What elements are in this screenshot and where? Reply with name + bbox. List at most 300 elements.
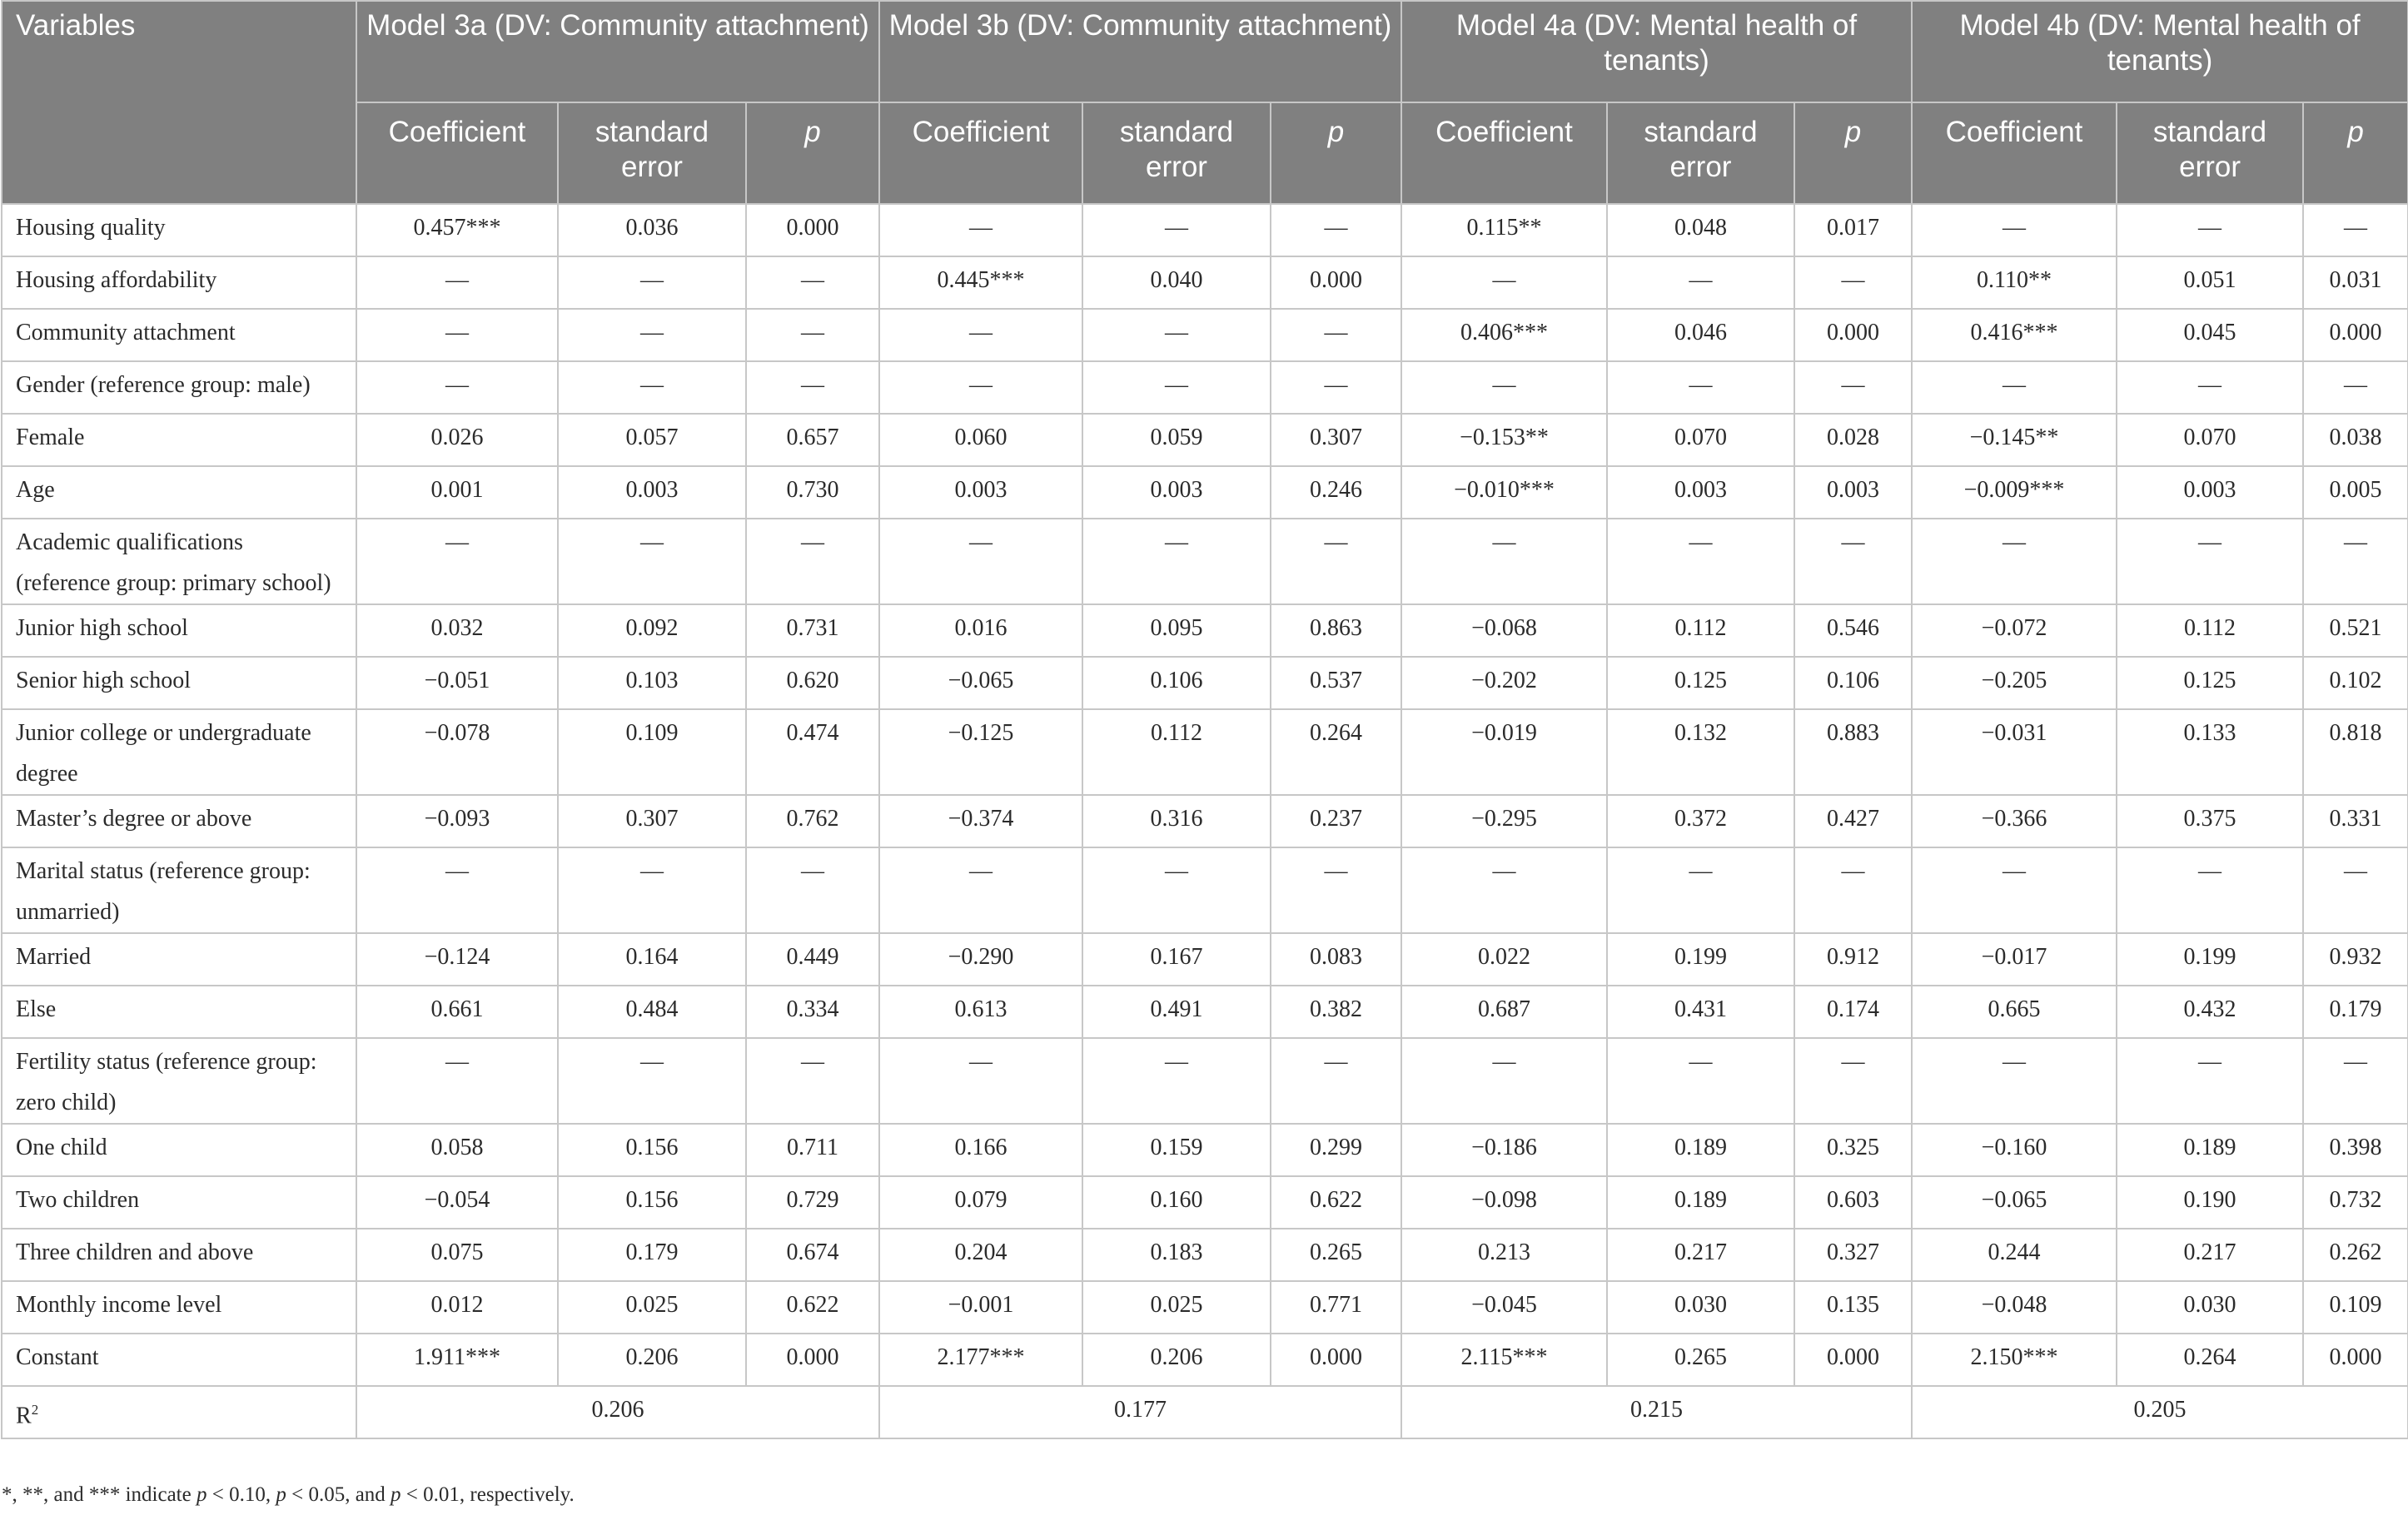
- subheader-standard-error: standard error: [1082, 102, 1271, 204]
- cell-model-1-standard-error: —: [558, 1038, 746, 1124]
- cell-model-4-coefficient: 0.665: [1912, 986, 2117, 1038]
- cell-model-2-coefficient: −0.125: [879, 709, 1082, 795]
- cell-model-2-standard-error: —: [1082, 204, 1271, 256]
- cell-model-4-standard-error: —: [2117, 847, 2303, 933]
- footnote-p-2: p: [276, 1483, 286, 1506]
- table-row: [2, 1281, 2408, 1334]
- footnote-text-1: *, **, and *** indicate: [2, 1483, 197, 1506]
- footnote-text-4: < 0.01, respectively.: [401, 1483, 575, 1506]
- header-model-4a: Model 4a (DV: Mental health of tenants): [1401, 1, 1912, 102]
- header-variables: Variables: [2, 1, 356, 204]
- row-label: Fertility status (reference group: zero child): [2, 1038, 356, 1124]
- cell-model-4-coefficient: −0.065: [1912, 1176, 2117, 1229]
- cell-model-1-standard-error: 0.103: [558, 657, 746, 709]
- header-model-4b: Model 4b (DV: Mental health of tenants): [1912, 1, 2408, 102]
- table-body: [2, 204, 2408, 1438]
- table-row: [2, 1176, 2408, 1229]
- cell-model-1-p-value: —: [746, 1038, 879, 1124]
- cell-model-2-coefficient: 0.613: [879, 986, 1082, 1038]
- row-label: Age: [2, 466, 356, 519]
- cell-model-1-coefficient: —: [356, 361, 558, 414]
- cell-model-2-standard-error: —: [1082, 361, 1271, 414]
- cell-model-3-standard-error: —: [1607, 361, 1794, 414]
- footnote-p-1: p: [196, 1483, 207, 1506]
- cell-model-4-standard-error: 0.003: [2117, 466, 2303, 519]
- cell-model-3-standard-error: 0.199: [1607, 933, 1794, 986]
- cell-model-3-p-value: —: [1794, 1038, 1912, 1124]
- table-header: [2, 1, 2408, 204]
- cell-model-1-standard-error: —: [558, 256, 746, 309]
- cell-model-2-p-value: 0.771: [1271, 1281, 1401, 1334]
- cell-model-1-p-value: 0.474: [746, 709, 879, 795]
- cell-model-3-p-value: —: [1794, 519, 1912, 604]
- cell-model-3-p-value: 0.003: [1794, 466, 1912, 519]
- cell-model-1-p-value: 0.000: [746, 1334, 879, 1386]
- cell-model-4-p-value: 0.521: [2303, 604, 2408, 657]
- cell-model-4-coefficient: 0.416***: [1912, 309, 2117, 361]
- cell-model-3-coefficient: —: [1401, 847, 1607, 933]
- cell-model-4-coefficient: 2.150***: [1912, 1334, 2117, 1386]
- cell-model-2-p-value: 0.000: [1271, 1334, 1401, 1386]
- cell-model-4-coefficient: −0.160: [1912, 1124, 2117, 1176]
- cell-model-3-standard-error: 0.048: [1607, 204, 1794, 256]
- subheader-standard-error: standard error: [2117, 102, 2303, 204]
- cell-model-1-coefficient: −0.124: [356, 933, 558, 986]
- cell-model-1-p-value: 0.334: [746, 986, 879, 1038]
- table-row: [2, 466, 2408, 519]
- header-model-3a: Model 3a (DV: Community attachment): [356, 1, 879, 102]
- cell-model-3-coefficient: −0.045: [1401, 1281, 1607, 1334]
- row-label: One child: [2, 1124, 356, 1176]
- cell-model-4-p-value: 0.932: [2303, 933, 2408, 986]
- cell-model-3-p-value: 0.603: [1794, 1176, 1912, 1229]
- cell-model-3-standard-error: 0.132: [1607, 709, 1794, 795]
- cell-model-3-coefficient: −0.186: [1401, 1124, 1607, 1176]
- cell-model-1-standard-error: 0.036: [558, 204, 746, 256]
- cell-model-1-p-value: 0.620: [746, 657, 879, 709]
- cell-model-1-p-value: —: [746, 847, 879, 933]
- cell-model-2-standard-error: 0.112: [1082, 709, 1271, 795]
- cell-model-1-standard-error: —: [558, 309, 746, 361]
- cell-model-4-p-value: 0.262: [2303, 1229, 2408, 1281]
- cell-model-1-p-value: 0.657: [746, 414, 879, 466]
- cell-model-2-p-value: 0.382: [1271, 986, 1401, 1038]
- cell-model-3-standard-error: 0.189: [1607, 1124, 1794, 1176]
- cell-model-2-coefficient: 0.003: [879, 466, 1082, 519]
- r2-value-model-4: 0.205: [1912, 1386, 2408, 1438]
- row-label: Two children: [2, 1176, 356, 1229]
- cell-model-1-coefficient: −0.054: [356, 1176, 558, 1229]
- cell-model-3-p-value: 0.000: [1794, 309, 1912, 361]
- cell-model-1-standard-error: 0.057: [558, 414, 746, 466]
- cell-model-1-standard-error: 0.092: [558, 604, 746, 657]
- cell-model-4-coefficient: —: [1912, 519, 2117, 604]
- footnote-text-3: < 0.05, and: [286, 1483, 391, 1506]
- table-row: [2, 414, 2408, 466]
- cell-model-2-standard-error: 0.491: [1082, 986, 1271, 1038]
- r2-value-model-3: 0.215: [1401, 1386, 1912, 1438]
- cell-model-3-standard-error: 0.046: [1607, 309, 1794, 361]
- cell-model-3-coefficient: 0.213: [1401, 1229, 1607, 1281]
- row-label: Monthly income level: [2, 1281, 356, 1334]
- subheader-p: p: [746, 102, 879, 204]
- cell-model-3-p-value: 0.106: [1794, 657, 1912, 709]
- cell-model-2-standard-error: 0.160: [1082, 1176, 1271, 1229]
- table-row: [2, 1334, 2408, 1386]
- cell-model-1-p-value: —: [746, 519, 879, 604]
- cell-model-1-coefficient: 0.457***: [356, 204, 558, 256]
- cell-model-2-p-value: 0.265: [1271, 1229, 1401, 1281]
- cell-model-1-coefficient: 0.001: [356, 466, 558, 519]
- cell-model-2-standard-error: 0.106: [1082, 657, 1271, 709]
- cell-model-4-p-value: —: [2303, 519, 2408, 604]
- cell-model-2-coefficient: −0.001: [879, 1281, 1082, 1334]
- cell-model-1-p-value: —: [746, 309, 879, 361]
- cell-model-1-standard-error: 0.156: [558, 1176, 746, 1229]
- cell-model-4-coefficient: −0.145**: [1912, 414, 2117, 466]
- cell-model-3-coefficient: —: [1401, 519, 1607, 604]
- cell-model-3-standard-error: 0.372: [1607, 795, 1794, 847]
- subheader-p: p: [2303, 102, 2408, 204]
- cell-model-2-coefficient: —: [879, 204, 1082, 256]
- cell-model-4-p-value: 0.732: [2303, 1176, 2408, 1229]
- cell-model-3-standard-error: 0.189: [1607, 1176, 1794, 1229]
- cell-model-2-standard-error: 0.206: [1082, 1334, 1271, 1386]
- cell-model-1-standard-error: 0.307: [558, 795, 746, 847]
- cell-model-3-p-value: 0.000: [1794, 1334, 1912, 1386]
- cell-model-2-coefficient: —: [879, 361, 1082, 414]
- cell-model-2-coefficient: 0.016: [879, 604, 1082, 657]
- cell-model-3-p-value: 0.028: [1794, 414, 1912, 466]
- cell-model-1-standard-error: 0.484: [558, 986, 746, 1038]
- subheader-standard-error: standard error: [1607, 102, 1794, 204]
- table-row: [2, 709, 2408, 795]
- cell-model-3-standard-error: 0.431: [1607, 986, 1794, 1038]
- row-label: Junior college or undergraduate degree: [2, 709, 356, 795]
- table-footnote: [2, 1483, 575, 1507]
- subheader-p: p: [1794, 102, 1912, 204]
- cell-model-1-coefficient: —: [356, 256, 558, 309]
- cell-model-2-p-value: 0.537: [1271, 657, 1401, 709]
- r2-value-model-2: 0.177: [879, 1386, 1401, 1438]
- cell-model-2-coefficient: 0.166: [879, 1124, 1082, 1176]
- cell-model-4-p-value: 0.398: [2303, 1124, 2408, 1176]
- cell-model-1-coefficient: 0.026: [356, 414, 558, 466]
- cell-model-2-standard-error: 0.159: [1082, 1124, 1271, 1176]
- cell-model-1-standard-error: 0.179: [558, 1229, 746, 1281]
- cell-model-1-standard-error: 0.109: [558, 709, 746, 795]
- cell-model-4-p-value: 0.031: [2303, 256, 2408, 309]
- cell-model-4-coefficient: −0.031: [1912, 709, 2117, 795]
- cell-model-3-p-value: 0.327: [1794, 1229, 1912, 1281]
- cell-model-2-p-value: 0.083: [1271, 933, 1401, 986]
- cell-model-1-p-value: —: [746, 361, 879, 414]
- cell-model-1-p-value: 0.449: [746, 933, 879, 986]
- cell-model-4-standard-error: 0.133: [2117, 709, 2303, 795]
- cell-model-2-p-value: 0.622: [1271, 1176, 1401, 1229]
- cell-model-2-standard-error: 0.040: [1082, 256, 1271, 309]
- table-row: [2, 847, 2408, 933]
- cell-model-4-standard-error: 0.199: [2117, 933, 2303, 986]
- cell-model-1-coefficient: −0.078: [356, 709, 558, 795]
- footnote-text-2: < 0.10,: [206, 1483, 276, 1506]
- cell-model-4-p-value: —: [2303, 847, 2408, 933]
- cell-model-1-standard-error: 0.003: [558, 466, 746, 519]
- cell-model-4-p-value: 0.109: [2303, 1281, 2408, 1334]
- cell-model-4-coefficient: −0.017: [1912, 933, 2117, 986]
- cell-model-2-p-value: 0.307: [1271, 414, 1401, 466]
- cell-model-1-p-value: 0.729: [746, 1176, 879, 1229]
- cell-model-1-standard-error: —: [558, 519, 746, 604]
- cell-model-4-coefficient: −0.366: [1912, 795, 2117, 847]
- cell-model-3-p-value: —: [1794, 847, 1912, 933]
- table-row: [2, 604, 2408, 657]
- row-label: Three children and above: [2, 1229, 356, 1281]
- cell-model-3-p-value: 0.912: [1794, 933, 1912, 986]
- cell-model-2-p-value: —: [1271, 847, 1401, 933]
- cell-model-3-coefficient: —: [1401, 256, 1607, 309]
- table-row: [2, 1229, 2408, 1281]
- r2-value-model-1: 0.206: [356, 1386, 879, 1438]
- cell-model-2-coefficient: —: [879, 1038, 1082, 1124]
- cell-model-3-coefficient: 0.022: [1401, 933, 1607, 986]
- cell-model-3-standard-error: 0.003: [1607, 466, 1794, 519]
- cell-model-4-standard-error: 0.125: [2117, 657, 2303, 709]
- cell-model-2-coefficient: 2.177***: [879, 1334, 1082, 1386]
- row-label: Academic qualifications (reference group: primary school): [2, 519, 356, 604]
- cell-model-4-standard-error: —: [2117, 204, 2303, 256]
- table-row: [2, 361, 2408, 414]
- cell-model-2-standard-error: —: [1082, 519, 1271, 604]
- header-row-models: [2, 1, 2408, 102]
- cell-model-1-coefficient: —: [356, 1038, 558, 1124]
- row-label: Housing quality: [2, 204, 356, 256]
- cell-model-4-standard-error: 0.070: [2117, 414, 2303, 466]
- cell-model-3-coefficient: −0.098: [1401, 1176, 1607, 1229]
- row-label: Community attachment: [2, 309, 356, 361]
- cell-model-4-p-value: 0.102: [2303, 657, 2408, 709]
- cell-model-4-p-value: —: [2303, 361, 2408, 414]
- cell-model-4-standard-error: 0.030: [2117, 1281, 2303, 1334]
- cell-model-1-standard-error: 0.025: [558, 1281, 746, 1334]
- cell-model-4-standard-error: 0.112: [2117, 604, 2303, 657]
- cell-model-1-coefficient: 0.012: [356, 1281, 558, 1334]
- cell-model-2-p-value: —: [1271, 309, 1401, 361]
- cell-model-4-p-value: 0.005: [2303, 466, 2408, 519]
- cell-model-3-p-value: 0.174: [1794, 986, 1912, 1038]
- cell-model-4-p-value: —: [2303, 204, 2408, 256]
- cell-model-3-standard-error: 0.112: [1607, 604, 1794, 657]
- cell-model-1-standard-error: 0.206: [558, 1334, 746, 1386]
- cell-model-3-p-value: —: [1794, 361, 1912, 414]
- cell-model-4-coefficient: —: [1912, 204, 2117, 256]
- footnote-p-3: p: [391, 1483, 401, 1506]
- cell-model-4-standard-error: —: [2117, 519, 2303, 604]
- cell-model-1-coefficient: −0.093: [356, 795, 558, 847]
- cell-model-2-p-value: 0.000: [1271, 256, 1401, 309]
- cell-model-4-p-value: 0.179: [2303, 986, 2408, 1038]
- cell-model-1-coefficient: —: [356, 309, 558, 361]
- cell-model-3-p-value: 0.325: [1794, 1124, 1912, 1176]
- cell-model-3-coefficient: −0.202: [1401, 657, 1607, 709]
- cell-model-4-standard-error: 0.432: [2117, 986, 2303, 1038]
- cell-model-4-p-value: 0.000: [2303, 309, 2408, 361]
- cell-model-2-coefficient: —: [879, 519, 1082, 604]
- row-label: Housing affordability: [2, 256, 356, 309]
- cell-model-3-coefficient: −0.019: [1401, 709, 1607, 795]
- row-label: Female: [2, 414, 356, 466]
- cell-model-3-standard-error: 0.265: [1607, 1334, 1794, 1386]
- cell-model-3-coefficient: −0.068: [1401, 604, 1607, 657]
- cell-model-2-p-value: 0.863: [1271, 604, 1401, 657]
- cell-model-1-p-value: 0.674: [746, 1229, 879, 1281]
- subheader-coefficient: Coefficient: [1912, 102, 2117, 204]
- cell-model-2-p-value: —: [1271, 361, 1401, 414]
- cell-model-1-coefficient: —: [356, 519, 558, 604]
- subheader-standard-error: standard error: [558, 102, 746, 204]
- cell-model-3-standard-error: 0.070: [1607, 414, 1794, 466]
- subheader-p: p: [1271, 102, 1401, 204]
- cell-model-1-p-value: 0.730: [746, 466, 879, 519]
- cell-model-4-standard-error: 0.045: [2117, 309, 2303, 361]
- cell-model-3-coefficient: 2.115***: [1401, 1334, 1607, 1386]
- r2-label-base: R: [16, 1403, 32, 1429]
- row-label: Master’s degree or above: [2, 795, 356, 847]
- cell-model-2-p-value: 0.299: [1271, 1124, 1401, 1176]
- cell-model-4-standard-error: 0.189: [2117, 1124, 2303, 1176]
- cell-model-1-p-value: —: [746, 256, 879, 309]
- cell-model-2-coefficient: −0.374: [879, 795, 1082, 847]
- header-row-stats: [2, 102, 2408, 204]
- cell-model-4-coefficient: —: [1912, 361, 2117, 414]
- cell-model-1-p-value: 0.000: [746, 204, 879, 256]
- cell-model-3-coefficient: 0.406***: [1401, 309, 1607, 361]
- row-label: Married: [2, 933, 356, 986]
- cell-model-4-standard-error: 0.217: [2117, 1229, 2303, 1281]
- cell-model-3-standard-error: —: [1607, 1038, 1794, 1124]
- cell-model-3-coefficient: −0.153**: [1401, 414, 1607, 466]
- cell-model-1-coefficient: 0.058: [356, 1124, 558, 1176]
- cell-model-1-standard-error: 0.156: [558, 1124, 746, 1176]
- table-row: [2, 309, 2408, 361]
- cell-model-4-p-value: 0.331: [2303, 795, 2408, 847]
- cell-model-3-standard-error: 0.125: [1607, 657, 1794, 709]
- cell-model-2-standard-error: —: [1082, 1038, 1271, 1124]
- cell-model-4-standard-error: 0.051: [2117, 256, 2303, 309]
- cell-model-2-standard-error: 0.095: [1082, 604, 1271, 657]
- cell-model-4-standard-error: 0.375: [2117, 795, 2303, 847]
- cell-model-2-coefficient: 0.060: [879, 414, 1082, 466]
- cell-model-1-coefficient: 0.032: [356, 604, 558, 657]
- cell-model-1-standard-error: —: [558, 361, 746, 414]
- cell-model-2-coefficient: —: [879, 309, 1082, 361]
- cell-model-2-coefficient: —: [879, 847, 1082, 933]
- cell-model-3-p-value: 0.883: [1794, 709, 1912, 795]
- cell-model-2-p-value: 0.246: [1271, 466, 1401, 519]
- cell-model-3-coefficient: −0.010***: [1401, 466, 1607, 519]
- cell-model-2-p-value: 0.237: [1271, 795, 1401, 847]
- table-row: [2, 1124, 2408, 1176]
- row-label-r2: [2, 1386, 356, 1438]
- subheader-coefficient: Coefficient: [879, 102, 1082, 204]
- cell-model-2-standard-error: —: [1082, 847, 1271, 933]
- cell-model-2-p-value: —: [1271, 204, 1401, 256]
- cell-model-3-p-value: 0.135: [1794, 1281, 1912, 1334]
- table-row: [2, 933, 2408, 986]
- cell-model-2-standard-error: 0.025: [1082, 1281, 1271, 1334]
- cell-model-1-p-value: 0.731: [746, 604, 879, 657]
- cell-model-2-standard-error: —: [1082, 309, 1271, 361]
- table-row: [2, 986, 2408, 1038]
- cell-model-2-coefficient: 0.445***: [879, 256, 1082, 309]
- cell-model-2-standard-error: 0.316: [1082, 795, 1271, 847]
- cell-model-2-p-value: 0.264: [1271, 709, 1401, 795]
- cell-model-3-p-value: 0.546: [1794, 604, 1912, 657]
- cell-model-3-standard-error: 0.217: [1607, 1229, 1794, 1281]
- cell-model-4-standard-error: —: [2117, 361, 2303, 414]
- cell-model-4-standard-error: 0.264: [2117, 1334, 2303, 1386]
- cell-model-3-p-value: 0.017: [1794, 204, 1912, 256]
- cell-model-1-coefficient: −0.051: [356, 657, 558, 709]
- cell-model-1-standard-error: —: [558, 847, 746, 933]
- table-row-r2: [2, 1386, 2408, 1438]
- table-row: [2, 204, 2408, 256]
- table-row: [2, 795, 2408, 847]
- cell-model-1-coefficient: 0.075: [356, 1229, 558, 1281]
- cell-model-3-standard-error: —: [1607, 256, 1794, 309]
- cell-model-4-coefficient: −0.072: [1912, 604, 2117, 657]
- cell-model-3-standard-error: —: [1607, 847, 1794, 933]
- cell-model-4-coefficient: 0.244: [1912, 1229, 2117, 1281]
- row-label: Senior high school: [2, 657, 356, 709]
- cell-model-4-coefficient: —: [1912, 847, 2117, 933]
- subheader-coefficient: Coefficient: [1401, 102, 1607, 204]
- cell-model-4-coefficient: −0.009***: [1912, 466, 2117, 519]
- cell-model-2-coefficient: 0.204: [879, 1229, 1082, 1281]
- cell-model-3-coefficient: −0.295: [1401, 795, 1607, 847]
- cell-model-1-coefficient: —: [356, 847, 558, 933]
- table-row: [2, 1038, 2408, 1124]
- cell-model-3-coefficient: —: [1401, 1038, 1607, 1124]
- cell-model-2-p-value: —: [1271, 519, 1401, 604]
- cell-model-2-standard-error: 0.003: [1082, 466, 1271, 519]
- cell-model-3-coefficient: 0.115**: [1401, 204, 1607, 256]
- row-label: Else: [2, 986, 356, 1038]
- cell-model-3-standard-error: —: [1607, 519, 1794, 604]
- cell-model-2-coefficient: 0.079: [879, 1176, 1082, 1229]
- cell-model-3-p-value: 0.427: [1794, 795, 1912, 847]
- cell-model-2-p-value: —: [1271, 1038, 1401, 1124]
- cell-model-4-coefficient: −0.048: [1912, 1281, 2117, 1334]
- table-row: [2, 519, 2408, 604]
- cell-model-4-p-value: —: [2303, 1038, 2408, 1124]
- cell-model-3-coefficient: 0.687: [1401, 986, 1607, 1038]
- cell-model-2-coefficient: −0.065: [879, 657, 1082, 709]
- cell-model-2-coefficient: −0.290: [879, 933, 1082, 986]
- cell-model-3-p-value: —: [1794, 256, 1912, 309]
- cell-model-4-p-value: 0.818: [2303, 709, 2408, 795]
- row-label: Marital status (reference group: unmarried): [2, 847, 356, 933]
- cell-model-1-p-value: 0.762: [746, 795, 879, 847]
- row-label: Gender (reference group: male): [2, 361, 356, 414]
- r2-label-sup: 2: [31, 1402, 39, 1418]
- table-row: [2, 657, 2408, 709]
- cell-model-1-coefficient: 0.661: [356, 986, 558, 1038]
- cell-model-4-standard-error: 0.190: [2117, 1176, 2303, 1229]
- cell-model-4-coefficient: −0.205: [1912, 657, 2117, 709]
- cell-model-2-standard-error: 0.183: [1082, 1229, 1271, 1281]
- cell-model-2-standard-error: 0.167: [1082, 933, 1271, 986]
